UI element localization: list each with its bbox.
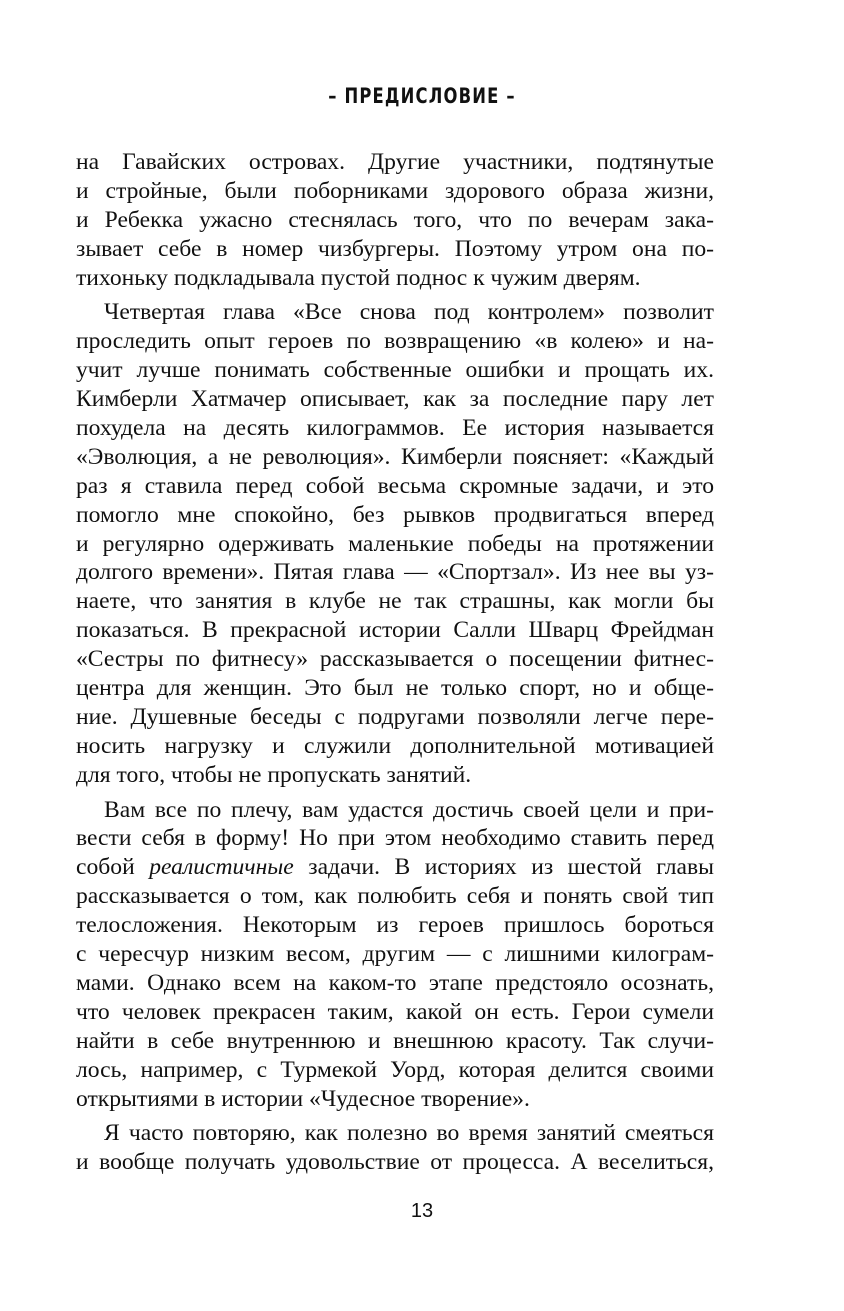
emphasis: реалистичные (149, 854, 294, 881)
text-line: «Эволюция, а не революция». Кимберли поясняет: «Каждый (76, 443, 714, 470)
text-line: учит лучше понимать собственные ошибки и прощать их. (76, 357, 714, 384)
running-head: – ПРЕДИСЛОВИЕ – (328, 84, 516, 108)
text-line: найти в себе внутреннюю и внешнюю красоту. Так случи- (76, 1027, 714, 1054)
paragraph (76, 148, 714, 292)
text-line: на Гавайских островах. Другие участники, подтянутые (76, 149, 714, 175)
text-line: и регулярно одерживать маленькие победы на протяжении (76, 530, 714, 557)
text-line: что человек прекрасен таким, какой он есть. Герои сумели (76, 998, 714, 1025)
text-line: мами. Однако всем на каком-то этапе предстояло осознать, (76, 969, 714, 996)
text-line: лось, например, с Турмекой Уорд, которая делится своими (76, 1056, 714, 1083)
text-line: зывает себе в номер чизбургеры. Поэтому утром она по- (76, 235, 714, 262)
text-line: похудела на десять килограммов. Ее история называется (76, 415, 714, 442)
text-line: и Ребекка ужасно стеснялась того, что по вечерам зака- (76, 206, 714, 233)
text-line: с чересчур низким весом, другим — с лишними килограм- (76, 941, 714, 968)
text-line: и стройные, были поборниками здорового образа жизни, (76, 177, 714, 204)
text-line: Четвертая глава «Все снова под контролем» позволит (104, 299, 714, 326)
text-line: и вообще получать удовольствие от процесса. А веселиться, (76, 1149, 714, 1176)
text-line: Кимберли Хатмачер описывает, как за последние пару лет (76, 386, 714, 413)
text-line: собой реалистичные задачи. В историях из шестой главы (76, 854, 714, 881)
text-line: долгого времени». Пятая глава — «Спортзал». Из нее вы уз- (76, 559, 714, 586)
text-line: ние. Душевные беседы с подругами позволяли легче пере- (76, 703, 714, 730)
text-line: «Сестры по фитнесу» рассказывается о посещении фитнес- (76, 646, 714, 673)
body-text (76, 148, 714, 1177)
text-line: Я часто повторяю, как полезно во время занятий смеяться (104, 1120, 714, 1147)
text-line: центра для женщин. Это был не только спорт, но и обще- (76, 675, 714, 702)
page-number: 13 (410, 1200, 434, 1222)
text-line: помогло мне спокойно, без рывков продвигаться вперед (76, 501, 714, 528)
paragraph (76, 796, 714, 1114)
text-line: тихоньку подкладывала пустой поднос к чужим дверям. (76, 264, 641, 291)
text-line: для того, чтобы не пропускать занятий. (76, 761, 472, 788)
text-line: телосложения. Некоторым из героев пришлось бороться (76, 912, 714, 939)
text-line: наете, что занятия в клубе не так страшны, как могли бы (76, 588, 714, 615)
text-line: носить нагрузку и служили дополнительной мотивацией (76, 732, 714, 759)
paragraph (76, 298, 714, 789)
text-line: показаться. В прекрасной истории Салли Шварц Фрейдман (76, 617, 714, 644)
paragraph (76, 1119, 714, 1177)
text-line: вести себя в форму! Но при этом необходимо ставить перед (76, 825, 714, 852)
text-line: рассказывается о том, как полюбить себя и понять свой тип (76, 883, 714, 910)
text-line: открытиями в истории «Чудесное творение». (76, 1085, 530, 1112)
text-line: проследить опыт героев по возвращению «в колею» и на- (76, 328, 714, 355)
text-line: Вам все по плечу, вам удастся достичь своей цели и при- (104, 796, 714, 823)
text-line: раз я ставила перед собой весьма скромные задачи, и это (76, 472, 714, 499)
